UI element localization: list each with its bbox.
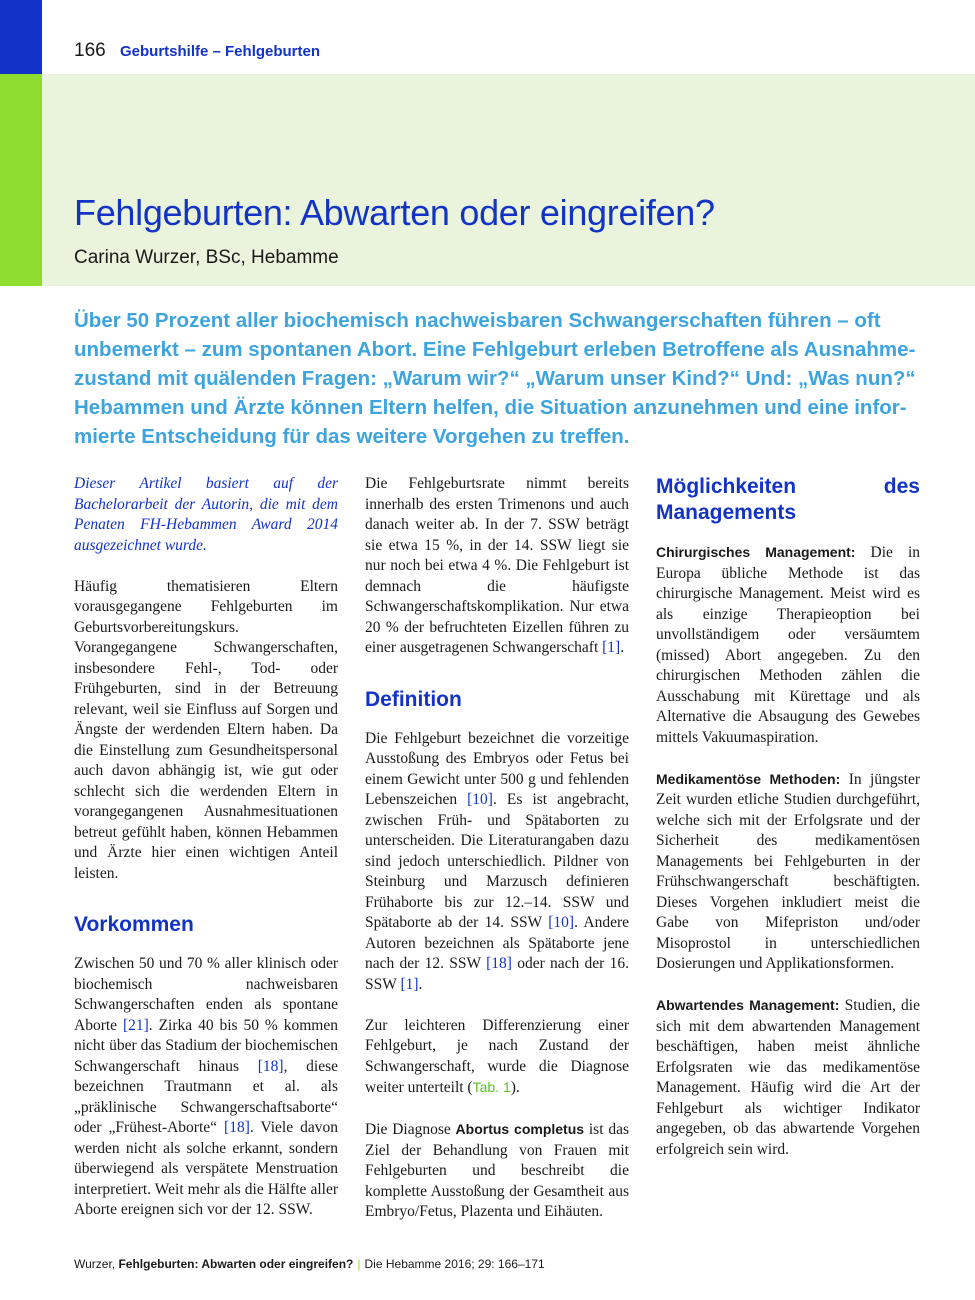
text-run: ist das Ziel der Behandlung von Frauen mit Fehlgeburten und beschreibt die komplette Ausstoßung der Gesamtheit aus Embryo/Fetus, Plazenta und Eihäuten.	[365, 1121, 629, 1220]
intro-paragraph: Häufig thematisieren Eltern vorausgegangene Fehlgeburten im Geburtsvorbereitungskurs. Vorangegangene Schwangerschaften, insbesondere Fehl-, Tod- oder Frühgeburten, sind in der Betreuung relevant, weil sie Einfluss auf Sorgen und Ängste der werdenden Eltern haben. Da die Einstellung zum Gesundheitspersonal auch davon abhängig ist, wie gut oder schlecht sich die werdenden Eltern in vorangegangenen Ausnahmesituationen betreut gefühlt haben, können Hebammen und Ärzte hier einen wichtigen Anteil leisten.	[74, 577, 338, 882]
text-run: .	[418, 975, 423, 993]
page-footer	[74, 1257, 545, 1271]
heading-definition: Definition	[365, 687, 462, 711]
article-lead	[74, 306, 914, 451]
reference-link[interactable]: [1]	[400, 975, 419, 993]
text-run: .	[620, 639, 625, 656]
surgical-paragraph	[656, 542, 920, 748]
paragraph-label: Abwartendes Management:	[656, 997, 840, 1013]
paragraph-label: Chirurgisches Management:	[656, 544, 856, 560]
lead-line: Über 50 Prozent aller biochemisch nachweisbaren Schwangerschaften führen – oft	[74, 309, 881, 332]
lead-line: unbemerkt – zum spontanen Abort. Eine Fehlgeburt erleben Betroffene als Ausnahme-	[74, 338, 916, 361]
header-strip	[42, 0, 975, 74]
diagnosis-paragraph	[365, 1119, 629, 1223]
article-author: Carina Wurzer, BSc, Hebamme	[74, 247, 339, 268]
rate-paragraph	[365, 474, 629, 659]
running-head: Geburtshilfe – Fehlgeburten	[120, 43, 321, 60]
lead-line: zustand mit quälenden Fragen: „Warum wir?“ „Warum unser Kind?“ Und: „Was nun?“	[74, 367, 916, 390]
text-run: , diese bezeichnen Trautmann et al. als „präklinische Schwangerschaftsaborte“ oder „Frühest-Aborte“	[74, 1057, 338, 1136]
text-run: Zur leichteren Differenzierung einer Fehlgeburt, je nach Zustand der Schwangerschaft, wurde die Diagnose weiter unterteilt (	[365, 1016, 629, 1096]
footer-separator: |	[357, 1257, 361, 1271]
reference-link[interactable]: [18]	[486, 955, 512, 972]
footer-journal: Die Hebamme 2016; 29: 166–171	[364, 1257, 545, 1271]
text-run: . Es ist angebracht, zwischen Früh- und Spätaborten zu unterscheiden. Die Literaturangaben dazu sind jedoch unterschiedlich. Pildner von Steinburg und Marzusch definieren Frühaborte bis zur 12.–14. SSW und Spätaborte ab der 14. SSW	[365, 791, 629, 931]
differentiation-paragraph	[365, 1016, 629, 1099]
footer-author: Wurzer,	[74, 1257, 119, 1271]
reference-link[interactable]: [10]	[467, 791, 493, 808]
expectant-paragraph	[656, 995, 920, 1160]
text-run: . Andere Autoren bezeichnen als Spätaborte jene nach der 12. SSW	[365, 914, 630, 972]
text-run: Die Fehlgeburt bezeichnet die vorzeitige Ausstoßung des Embryos oder Fetus bei einem Gewicht unter 500 g und fehlenden Lebenszeichen	[365, 729, 629, 808]
vorkommen-paragraph	[74, 954, 338, 1221]
article-title: Fehlgeburten: Abwarten oder eingreifen?	[74, 192, 715, 233]
term-bold: Abortus completus	[455, 1121, 585, 1137]
reference-link[interactable]: [18]	[257, 1057, 284, 1075]
column-3	[656, 474, 920, 1181]
header-color-band	[0, 0, 42, 74]
text-run: Die Fehlgeburtsrate nimmt bereits innerhalb des ersten Trimenons und auch danach weiter ab. In der 7. SSW beträgt sie etwa 15 %, in der 14. SSW liegt sie nur noch bei etwa 4 %. Die Fehlgeburt ist demnach die häufigste Schwangerschaftskomplikation. Nur etwa 20 % der befruchteten Eizellen führen zu einer ausgetragenen Schwangerschaft	[365, 475, 629, 656]
heading-management: Möglichkeiten des Managements	[656, 475, 920, 524]
text-run: . Viele davon werden nicht als solche erkannt, sondern überwiegend als verspätete Menstruation interpretiert. Weit mehr als die Hälfte aller Aborte ereignen sich vor der 12. SSW.	[74, 1119, 338, 1218]
heading-vorkommen: Vorkommen	[74, 913, 194, 936]
column-2	[365, 474, 629, 1243]
table-reference-link[interactable]: Tab. 1	[472, 1079, 511, 1095]
paragraph-label: Medikamentöse Methoden:	[656, 770, 841, 787]
reference-link[interactable]: [21]	[122, 1016, 149, 1034]
text-run: Die in Europa übliche Methode ist das chirurgische Management. Meist wird es als einzige Therapieoption bei unvollständigem oder versäumtem (missed) Abort angegeben. Zu den chirurgischen Methoden zählen die Ausschabung mit Kürettage und als Alternative die Absaugung des Gewebes mittels Vakuumaspiration.	[656, 544, 921, 746]
hero-color-band	[0, 74, 42, 286]
lead-line: mierte Entscheidung für das weitere Vorgehen zu treffen.	[74, 425, 630, 448]
medication-paragraph	[656, 769, 920, 975]
reference-link[interactable]: [10]	[548, 914, 575, 931]
text-run: Die Diagnose	[365, 1121, 456, 1138]
text-run: In jüngster Zeit wurden etliche Studien durchgeführt, welche sich mit der Erfolgsrate und der Sicherheit des medikamentösen Managements bei Fehlgeburten in der Frühschwangerschaft beschäftigten. Dieses Vorgehen inkludiert meist die Gabe von Mifepriston und/oder Misoprostol in unterschiedlichen Dosierungen und Applikationsformen.	[656, 770, 920, 972]
footer-title: Fehlgeburten: Abwarten oder eingreifen?	[118, 1257, 354, 1271]
article-note: Dieser Artikel basiert auf der Bachelorarbeit der Autorin, die mit dem Penaten FH-Hebammen Award 2014 ausgezeichnet wurde.	[74, 475, 338, 554]
reference-link[interactable]: [18]	[224, 1119, 250, 1136]
text-run: ).	[510, 1079, 520, 1096]
page-number: 166	[74, 40, 106, 61]
text-run: . Zirka 40 bis 50 % kommen nicht über das Stadium der biochemischen Schwangerschaft hinaus	[74, 1016, 338, 1075]
reference-link[interactable]: [1]	[602, 639, 621, 656]
definition-paragraph	[365, 729, 629, 996]
text-run: oder nach der 16. SSW	[365, 955, 629, 993]
text-run: Zwischen 50 und 70 % aller klinisch oder biochemisch nachweisbaren Schwangerschaften enden als spontane Aborte	[74, 955, 338, 1034]
lead-line: Hebammen und Ärzte können Eltern helfen, die Situation anzunehmen und eine infor-	[74, 396, 907, 419]
column-1	[74, 474, 338, 1241]
text-run: Studien, die sich mit dem abwartenden Management beschäftigen, haben meist ähnliche Erfolgsraten wie das medikamentöse Management. Häufig wird die Art der Fehlgeburt als wichtiger Indikator angegeben, ob das abwartende Vorgehen erfolgreich sein wird.	[656, 997, 920, 1158]
